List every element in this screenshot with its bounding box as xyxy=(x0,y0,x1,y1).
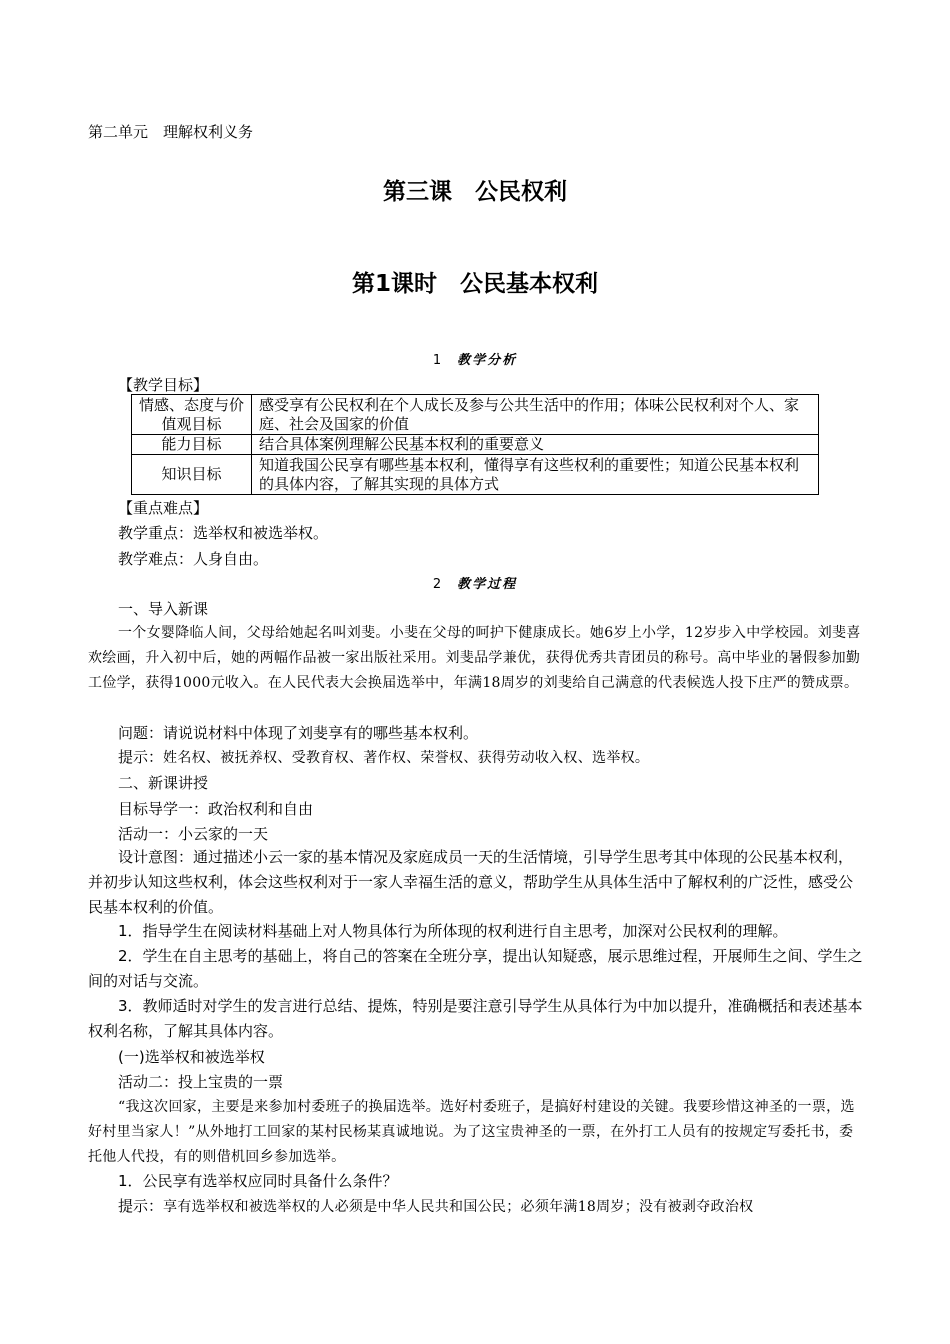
unit-header: 第二单元 理解权利义务 xyxy=(88,123,254,141)
goal-content: 结合具体案例理解公民基本权利的重要意义 xyxy=(252,435,819,455)
section-heading-analysis xyxy=(0,349,950,368)
step-2: 2．学生在自主思考的基础上，将自己的答案在全班分享，提出认知疑惑，展示思维过程，开展师生之间、学生之间的对话与交流。 xyxy=(88,947,863,990)
hint-2 xyxy=(118,1195,753,1216)
goal-content: 感受享有公民权利在个人成长及参与公共生活中的作用；体味公民权利对个人、家庭、社会及国家的价值 xyxy=(252,395,819,435)
goal-label: 知识目标 xyxy=(132,455,252,495)
intro-question xyxy=(118,722,478,743)
activity-1-title: 活动一：小云家的一天 xyxy=(118,825,269,843)
villager-quote: “我这次回家，主要是来参加村委班子的换届选举。选好村委班子，是搞好村建设的关键。我要珍惜这神圣的一票，选好村里当家人！”从外地打工回家的某村民杨某真诚地说。为了这宝贵神圣的一票，在外打工人员有的按规定写委托书，委托他人代投，有的则借机回乡参加选举。 xyxy=(88,1099,855,1165)
section-heading-process xyxy=(0,573,950,592)
lesson-title: 第三课 公民权利 xyxy=(383,179,567,205)
section-number: 1 xyxy=(432,353,444,368)
step-3: 3．教师适时对学生的发言进行总结、提炼，特别是要注意引导学生从具体行为中加以提升，准确概括和表述基本权利名称，了解其具体内容。 xyxy=(88,997,863,1040)
section-title: 教学过程 xyxy=(457,577,518,592)
goal-label: 情感、态度与价值观目标 xyxy=(132,395,252,435)
question-label: 问题： xyxy=(118,724,164,742)
goal-content: 知道我国公民享有哪些基本权利，懂得享有这些权利的重要性；知道公民基本权利的具体内容，了解其实现的具体方式 xyxy=(252,455,819,495)
section-number: 2 xyxy=(432,577,444,592)
question-1: 1．公民享有选举权应同时具备什么条件？ xyxy=(118,1172,398,1190)
intro-heading: 一、导入新课 xyxy=(118,600,209,618)
new-lesson-heading: 二、新课讲授 xyxy=(118,774,209,792)
intro-story: 一个女婴降临人间，父母给她起名叫刘斐。小斐在父母的呵护下健康成长。她6岁上小学，12岁步入中学校园。刘斐喜欢绘画，升入初中后，她的两幅作品被一家出版社采用。刘斐品学兼优，获得优秀共青团员的称号。高中毕业的暑假参加勤工俭学，获得1000元收入。在人民代表大会换届选举中，年满18周岁的刘斐给自己满意的代表候选人投下庄严的赞成票。 xyxy=(88,625,861,691)
activity-2-title: 活动二：投上宝贵的一票 xyxy=(118,1073,284,1091)
table-row xyxy=(132,455,819,495)
goals-heading: 【教学目标】 xyxy=(118,376,209,394)
intro-hint xyxy=(118,746,649,767)
goal-guide-1: 目标导学一：政治权利和自由 xyxy=(118,800,314,818)
question-text: 请说说材料中体现了刘斐享有的哪些基本权利。 xyxy=(163,724,479,742)
keypoints-heading: 【重点难点】 xyxy=(118,499,209,517)
hint-label: 提示： xyxy=(118,748,164,766)
hint-label: 提示： xyxy=(118,1197,164,1215)
focus-point: 教学重点：选举权和被选举权。 xyxy=(118,524,329,542)
goals-table xyxy=(131,394,819,495)
table-row xyxy=(132,395,819,435)
design-intent: 设计意图：通过描述小云一家的基本情况及家庭成员一天的生活情境，引导学生思考其中体现的公民基本权利，并初步认知这些权利，体会这些权利对于一家人幸福生活的意义，帮助学生从具体生活中了解权利的广泛性，感受公民基本权利的价值。 xyxy=(88,848,854,916)
step-1: 1．指导学生在阅读材料基础上对人物具体行为所体现的权利进行自主思考，加深对公民权利的理解。 xyxy=(118,922,788,940)
table-row xyxy=(132,435,819,455)
hint-text: 享有选举权和被选举权的人必须是中华人民共和国公民；必须年满18周岁；没有被剥夺政治权 xyxy=(163,1199,754,1215)
hint-text: 姓名权、被抚养权、受教育权、著作权、荣誉权、获得劳动收入权、选举权。 xyxy=(163,750,650,766)
difficulty-point: 教学难点：人身自由。 xyxy=(118,550,269,568)
period-title: 第1课时 公民基本权利 xyxy=(351,271,598,297)
subsection-election: (一)选举权和被选举权 xyxy=(118,1048,265,1066)
goal-label: 能力目标 xyxy=(132,435,252,455)
section-title: 教学分析 xyxy=(457,353,518,368)
